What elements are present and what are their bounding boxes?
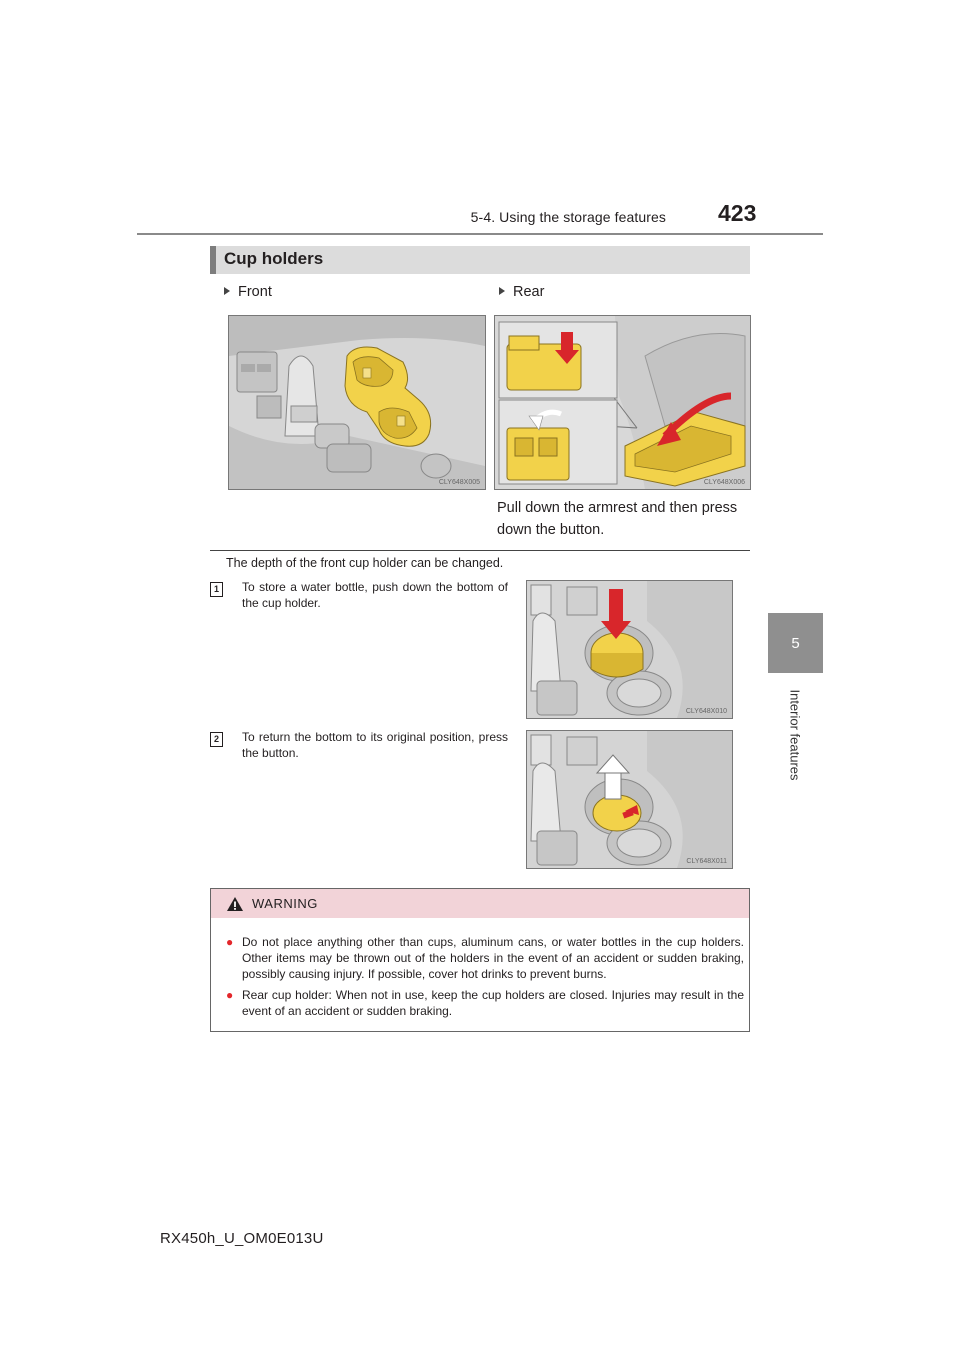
step-2-illustration xyxy=(526,730,733,869)
section-title-accent xyxy=(210,246,216,274)
front-label: Front xyxy=(224,284,272,300)
push-down-drawing xyxy=(527,581,732,718)
front-image-code: CLY648X005 xyxy=(438,479,480,486)
manual-code: RX450h_U_OM0E013U xyxy=(160,1230,324,1247)
warning-item-1: ● Do not place anything other than cups, aluminum cans, or water bottles in the cup holders. Other items may be thrown out of the holders in the event of an accident or sudden braking, possibly causing injury. If possible, cover hot drinks to prevent burns. xyxy=(226,935,744,981)
step-1-illustration xyxy=(526,580,733,719)
rear-caption: Pull down the armrest and then press down the button. xyxy=(497,500,738,538)
chapter-label xyxy=(770,680,820,790)
rear-label: Rear xyxy=(499,284,544,300)
red-bullet-icon: ● xyxy=(226,935,234,949)
front-cup-holder-drawing xyxy=(229,316,485,489)
section-title: Cup holders xyxy=(224,249,324,268)
rear-cup-holder-illustration xyxy=(494,315,751,490)
header-divider xyxy=(137,233,823,235)
press-button-drawing xyxy=(527,731,732,868)
triangle-bullet-icon xyxy=(499,287,505,295)
step-text-2: To return the bottom to its original position, press the button. xyxy=(242,730,508,760)
step-badge-1: 1 xyxy=(210,582,223,597)
step-2-image-code: CLY648X011 xyxy=(686,858,727,865)
chapter-number: 5 xyxy=(791,634,800,652)
warning-triangle-icon xyxy=(226,896,244,912)
rear-image-code: CLY648X006 xyxy=(703,479,745,486)
front-cup-holder-illustration xyxy=(228,315,486,490)
warning-title: WARNING xyxy=(252,896,318,911)
step-1-image-code: CLY648X010 xyxy=(685,708,727,715)
rear-cup-holder-drawing xyxy=(495,316,750,489)
section-divider xyxy=(210,550,750,551)
triangle-bullet-icon xyxy=(224,287,230,295)
chapter-tab xyxy=(768,613,823,673)
step-text-1: To store a water bottle, push down the bottom of the cup holder. xyxy=(242,580,508,610)
header-section-title: 5-4. Using the storage features xyxy=(470,209,666,225)
depth-intro: The depth of the front cup holder can be changed. xyxy=(226,556,504,570)
page-number: 423 xyxy=(718,200,757,226)
red-bullet-icon: ● xyxy=(226,988,234,1002)
warning-item-2: ● Rear cup holder: When not in use, keep the cup holders are closed. Injuries may result in the event of an accident or sudden braking. xyxy=(226,988,744,1018)
chapter-title: Interior features xyxy=(787,689,803,781)
step-badge-2: 2 xyxy=(210,732,223,747)
